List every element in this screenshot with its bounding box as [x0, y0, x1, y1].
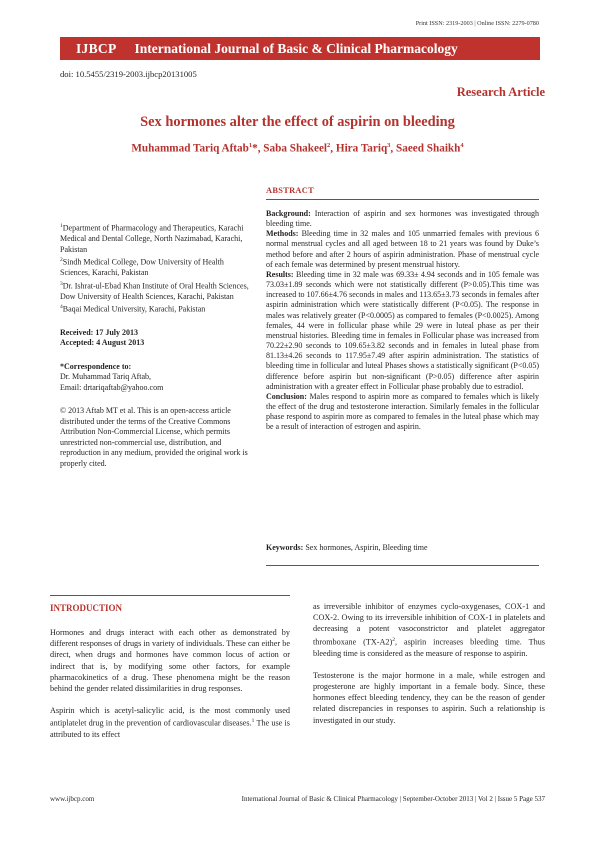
- article-title: Sex hormones alter the effect of aspirin on bleeding: [140, 114, 455, 130]
- author-name: Hira Tariq: [335, 142, 388, 155]
- author-affiliation-number: 2: [327, 142, 331, 149]
- abstract-text: Interaction of aspirin and sex hormones was investigated through bleeding time.: [266, 209, 539, 229]
- body-paragraph: [313, 601, 545, 659]
- accepted-date: Accepted: 4 August 2013: [60, 338, 145, 348]
- body-text: , aspirin increases bleeding time. Thus bleeding time is considered as the measure of response to aspirin.: [313, 637, 545, 658]
- affiliation-text: Dr. Ishrat-ul-Ebad Khan Institute of Oral Health Sciences, Dow University of Health Sciences, Karachi, Pakistan: [60, 281, 249, 301]
- abstract-label: Methods:: [266, 229, 299, 239]
- author-affiliation-number: 1: [248, 142, 253, 149]
- body-paragraph: Testosterone is the major hormone in a male, while estrogen and progesterone are highly important in a female body. Since, these hormones effect bleeding tendency, they can be the reason of gender related discrepancies in responses to aspirin. Such a relationship is investigated in our study.: [313, 670, 545, 725]
- doi-link[interactable]: doi: 10.5455/2319-2003.ijbcp20131005: [60, 69, 197, 79]
- affiliation: [60, 221, 250, 255]
- article-type: Research Article: [456, 85, 545, 99]
- keywords-label: Keywords:: [266, 543, 304, 552]
- author-affiliation-number: 4: [460, 142, 464, 149]
- body-text: Aspirin which is acetyl-salicylic acid, is the most commonly used antiplatelet drug in the prevention of cardiovascular diseases.: [50, 706, 290, 729]
- body-column-left: [50, 627, 290, 752]
- page-footer: [50, 795, 545, 803]
- affiliation-number: 1: [60, 223, 63, 229]
- correspondence: [60, 362, 250, 394]
- abstract-text: Bleeding time in 32 males and 105 unmarried females with previous 6 normal menstrual cycles and all aged between 18 to 21 years was found by Duke’s method before and after 2 hours of aspirin administration. Phase of menstrual cycle of each female was determined by present menstrual history.: [266, 229, 539, 269]
- footer-website[interactable]: www.ijbcp.com: [50, 795, 95, 803]
- author-list: Muhammad Tariq Aftab$^1$*, Saba Shakeel$^2$, Hira Tariq$^3$, Saeed Shaikh$^4$: [131, 142, 464, 155]
- abstract-conclusion: [266, 392, 539, 433]
- journal-abbreviation: IJBCP: [76, 40, 117, 56]
- body-column-right: [313, 601, 545, 737]
- article-dates: [60, 328, 250, 349]
- abstract-label: Results:: [266, 269, 294, 279]
- corresponding-mark: *: [252, 142, 258, 155]
- correspondence-name: Dr. Muhammad Tariq Aftab,: [60, 372, 152, 382]
- journal-banner: [60, 37, 540, 60]
- abstract-bottom-rule: [266, 565, 539, 566]
- footer-citation: International Journal of Basic & Clinical Pharmacology | September-October 2013 | Vol 2 | Issue 5 Page 537: [241, 795, 545, 803]
- author-name: Saeed Shaikh: [396, 142, 461, 155]
- body-text: as irreversible inhibitor of enzymes cyclo-oxygenases, COX-1 and COX-2. Owing to its irreversible inhibition of COX-1 in platelets and decreasing a potent vasoconstrictor and platelet aggregator thromboxane (TX-A2): [313, 602, 545, 647]
- keywords-list: Sex hormones, Aspirin, Bleeding time: [303, 543, 428, 552]
- reference-marker[interactable]: 2: [392, 636, 395, 643]
- issn-line: Print ISSN: 2319-2003 | Online ISSN: 2279-0780: [415, 20, 539, 27]
- correspondence-email[interactable]: Email: drtariqaftab@yahoo.com: [60, 382, 164, 392]
- abstract-label: Background:: [266, 209, 311, 218]
- author-name: Saba Shakeel: [263, 142, 328, 155]
- abstract-body: [266, 209, 539, 432]
- affiliation-text: Department of Pharmacology and Therapeutics, Karachi Medical and Dental College, North Nazimabad, Karachi, Pakistan: [60, 223, 244, 254]
- abstract-top-rule: [266, 199, 539, 200]
- affiliation-number: 3: [60, 280, 63, 287]
- abstract-background: [266, 209, 539, 229]
- keywords: [266, 543, 539, 552]
- abstract-heading: ABSTRACT: [266, 186, 315, 195]
- correspondence-heading: *Correspondence to:: [60, 361, 132, 371]
- reference-marker[interactable]: 1: [251, 718, 255, 725]
- license-statement: © 2013 Aftab MT et al. This is an open-access article distributed under the terms of the Creative Commons Attribution Non-Commercial License, which permits unrestricted non-commercial use, distribution, and reproduction in any medium, provided the original work is properly cited.: [60, 406, 248, 468]
- body-paragraph: [50, 705, 290, 740]
- body-text: The use is attributed to its effect: [50, 719, 290, 740]
- abstract-label: Conclusion:: [266, 391, 307, 401]
- received-date: Received: 17 July 2013: [60, 327, 138, 337]
- affiliation: [60, 302, 250, 315]
- abstract-results: [266, 270, 539, 392]
- affiliation-number: 4: [60, 304, 63, 311]
- article-info-sidebar: [60, 221, 250, 469]
- introduction-rule: [50, 595, 290, 596]
- affiliation-number: 2: [60, 257, 63, 264]
- journal-name: International Journal of Basic & Clinical Pharmacology: [134, 40, 458, 56]
- author-affiliation-number: 3: [387, 142, 391, 149]
- affiliation: [60, 255, 250, 279]
- abstract-methods: [266, 229, 539, 270]
- affiliation: [60, 279, 250, 303]
- abstract-text: Bleeding time in 32 male was 69.33± 4.94 seconds and in 105 female was 73.03±1.89 seconds which were not statistically different (P>0.05).This time was increased to 107.66±4.76 seconds in males and 113.65±3.73 seconds in females after aspirin administration which were statistically different (P<0.05). The response in males was relatively greater (P<0.0005) as compared to females (P<0.0025). Among females, 44 were in follicular phase while 29 were in luteal phase as per their menstrual histories. Bleeding time in females in Follicular phase was increased from 70.22±2.90 seconds to 109.65±3.82 seconds and in females in luteal phase from 81.13±4.26 seconds to 117.95±7.49 after aspirin administration. The statistics of bleeding time in follicular and luteal Phases shows a statistically significant (P<0.05) difference before aspirin but non-significant (P>0.05) difference after aspirin administration with a greater effect in Follicular phase probably due to estradiol.: [266, 269, 539, 391]
- body-paragraph: Hormones and drugs interact with each other as demonstrated by different responses of drugs in variety of individuals. These can either be direct, when drugs and hormones have common locus of action or indirect that is, by modifying some other factors, for example pharmacokinetics of a drug. These phenomena might be the reason behind the gender related dissimilarities in drug responses.: [50, 628, 290, 694]
- author-name: Muhammad Tariq Aftab: [131, 142, 249, 155]
- abstract-text: Males respond to aspirin more as compared to females which is likely the effect of the drug and testosterone interaction. Similarly females in the follicular phase respond to aspirin more as compared to females in the luteal phase which may be a result of interaction of estrogen and aspirin.: [266, 391, 539, 432]
- affiliation-text: Sindh Medical College, Dow University of Health Sciences, Karachi, Pakistan: [60, 257, 224, 278]
- introduction-heading: INTRODUCTION: [50, 603, 123, 613]
- affiliation-text: Baqai Medical University, Karachi, Pakistan: [62, 305, 206, 315]
